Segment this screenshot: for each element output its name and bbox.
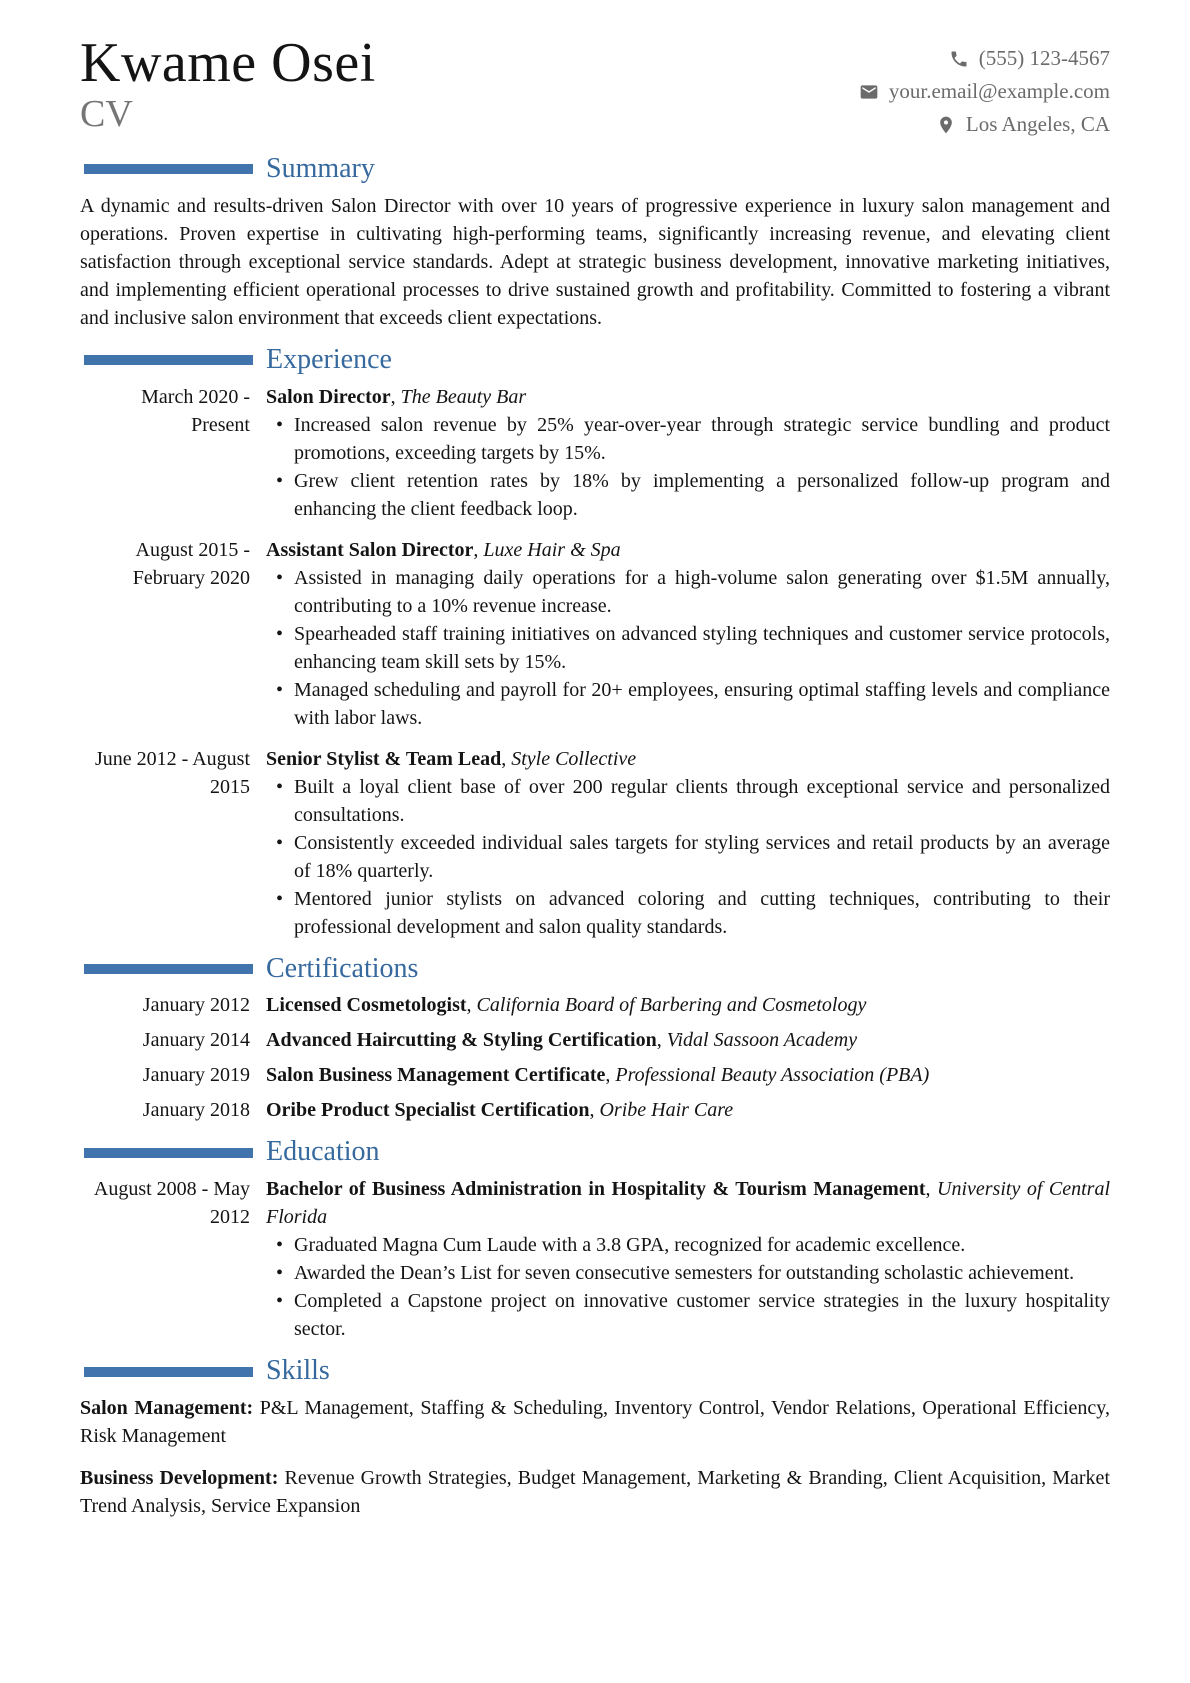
phone-icon xyxy=(949,49,969,69)
bullet-item: • Built a loyal client base of over 200 regular clients through exceptional service and personalized consultations. xyxy=(266,773,1110,829)
cv-label: CV xyxy=(80,92,133,135)
entry-date: June 2012 - August 2015 xyxy=(95,747,250,798)
entry-headline xyxy=(266,1175,1110,1231)
entry-date: January 2012 xyxy=(142,994,250,1017)
experience-entry xyxy=(80,745,1110,941)
separator: , xyxy=(925,1178,938,1201)
email-icon xyxy=(859,82,879,102)
contact-phone: (555) 123-4567 xyxy=(978,46,1110,70)
entry-date: January 2014 xyxy=(142,1029,250,1052)
bullet-item: • Awarded the Dean’s List for seven consecutive semesters for outstanding scholastic achievement. xyxy=(266,1259,1110,1287)
skill-item xyxy=(80,1394,1110,1450)
entry-headline xyxy=(266,383,1110,411)
position-title: Salon Director xyxy=(266,385,391,408)
entry-headline xyxy=(266,1026,1110,1054)
location-pin-icon xyxy=(936,115,956,135)
identity-block xyxy=(80,34,376,136)
entry-body xyxy=(266,383,1110,523)
entry-bullets xyxy=(266,773,1110,941)
section-experience xyxy=(80,345,1110,941)
section-bar xyxy=(84,164,253,174)
section-title-summary: Summary xyxy=(266,153,375,184)
certification-entry xyxy=(80,1026,1110,1054)
bullet-item: • Graduated Magna Cum Laude with a 3.8 GPA, recognized for academic excellence. xyxy=(266,1231,1110,1259)
position-title: Assistant Salon Director xyxy=(266,538,474,561)
separator: , xyxy=(605,1064,616,1087)
entry-body xyxy=(266,536,1110,732)
separator: , xyxy=(501,747,512,770)
section-bar xyxy=(84,1148,253,1158)
company-name: Style Collective xyxy=(511,747,637,770)
section-bar xyxy=(84,355,253,365)
contact-phone-row xyxy=(859,42,1110,75)
experience-entry xyxy=(80,536,1110,732)
separator: , xyxy=(466,994,477,1017)
entry-body xyxy=(266,1175,1110,1343)
contact-location-row xyxy=(859,108,1110,141)
header xyxy=(80,34,1110,141)
section-header-experience xyxy=(80,345,1110,376)
separator: , xyxy=(390,385,401,408)
bullet-item: • Consistently exceeded individual sales targets for styling services and retail products by an average of 18% quarterly. xyxy=(266,829,1110,885)
company-name: The Beauty Bar xyxy=(400,385,527,408)
certification-name: Oribe Product Specialist Certification xyxy=(266,1099,590,1122)
bullet-item: • Increased salon revenue by 25% year-over-year through strategic service bundling and product promotions, exceeding targets by 15%. xyxy=(266,411,1110,467)
section-certifications xyxy=(80,954,1110,1125)
entry-date: January 2019 xyxy=(142,1064,250,1087)
section-title-certifications: Certifications xyxy=(266,952,419,984)
entry-headline xyxy=(266,745,1110,773)
contact-email: your.email@example.com xyxy=(888,79,1110,103)
entry-bullets xyxy=(266,411,1110,523)
section-header-skills xyxy=(80,1356,1110,1387)
bullet-item: • Assisted in managing daily operations for a high-volume salon generating over $1.5M annually, contributing to a 10% revenue increase. xyxy=(266,564,1110,620)
degree-name: Bachelor of Business Administration in Hospitality & Tourism Management xyxy=(266,1178,926,1201)
summary-text: A dynamic and results-driven Salon Director with over 10 years of progressive experience in luxury salon management and operations. Proven expertise in cultivating high-performing teams, significantly increasing revenue, and elevating client satisfaction through exceptional service standards. Adept at strategic business development, innovative marketing initiatives, and implementing efficient operational processes to drive sustained growth and profitability. Committed to fostering a vibrant and inclusive salon environment that exceeds client expectations. xyxy=(80,194,1110,329)
contact-email-row xyxy=(859,75,1110,108)
school-name: University of Central Florida xyxy=(266,1178,1111,1229)
entry-bullets xyxy=(266,564,1110,732)
section-title-education: Education xyxy=(266,1136,380,1168)
skill-list: Revenue Growth Strategies, Budget Management, Marketing & Branding, Client Acquisition, Market Trend Analysis, Service Expansion xyxy=(80,1466,1110,1517)
certification-entry xyxy=(80,991,1110,1019)
entry-date: August 2008 - May 2012 xyxy=(93,1178,250,1229)
bullet-item: • Completed a Capstone project on innovative customer service strategies in the luxury hospitality sector. xyxy=(266,1287,1110,1343)
contact-location: Los Angeles, CA xyxy=(965,112,1110,136)
experience-entry xyxy=(80,383,1110,523)
skill-list: P&L Management, Staffing & Scheduling, Inventory Control, Vendor Relations, Operational Efficiency, Risk Management xyxy=(80,1396,1110,1447)
skill-category-label: Business Development: xyxy=(80,1466,285,1489)
certification-issuer: Oribe Hair Care xyxy=(599,1099,734,1122)
skill-item xyxy=(80,1464,1110,1520)
section-title-skills: Skills xyxy=(266,1355,330,1387)
section-skills xyxy=(80,1356,1110,1520)
certification-issuer: California Board of Barbering and Cosmetology xyxy=(476,994,867,1017)
entry-bullets xyxy=(266,1231,1110,1343)
section-summary xyxy=(80,154,1110,332)
certification-entry xyxy=(80,1061,1110,1089)
bullet-item: • Spearheaded staff training initiatives on advanced styling techniques and customer service protocols, enhancing team skill sets by 15%. xyxy=(266,620,1110,676)
entry-date: March 2020 - Present xyxy=(141,385,250,436)
certification-issuer: Vidal Sassoon Academy xyxy=(666,1029,858,1052)
education-entry xyxy=(80,1175,1110,1343)
section-header-certifications xyxy=(80,954,1110,985)
skill-category-label: Salon Management: xyxy=(80,1396,260,1419)
entry-headline xyxy=(266,1061,1110,1089)
entry-headline xyxy=(266,536,1110,564)
entry-headline xyxy=(266,1096,1110,1124)
entry-body xyxy=(266,745,1110,941)
section-title-experience: Experience xyxy=(266,343,392,375)
entry-date: January 2018 xyxy=(142,1099,250,1122)
section-bar xyxy=(84,1367,253,1377)
certification-issuer: Professional Beauty Association (PBA) xyxy=(615,1064,930,1087)
separator: , xyxy=(589,1099,600,1122)
entry-headline xyxy=(266,991,1110,1019)
section-header-summary xyxy=(80,154,1110,185)
separator: , xyxy=(656,1029,667,1052)
certification-name: Salon Business Management Certificate xyxy=(266,1064,606,1087)
person-name: Kwame Osei xyxy=(80,32,376,94)
company-name: Luxe Hair & Spa xyxy=(483,538,621,561)
section-header-education xyxy=(80,1137,1110,1168)
bullet-item: • Mentored junior stylists on advanced coloring and cutting techniques, contributing to their professional development and salon quality standards. xyxy=(266,885,1110,941)
certification-name: Advanced Haircutting & Styling Certification xyxy=(266,1029,657,1052)
separator: , xyxy=(473,538,484,561)
certification-entry xyxy=(80,1096,1110,1124)
position-title: Senior Stylist & Team Lead xyxy=(266,747,502,770)
bullet-item: • Grew client retention rates by 18% by implementing a personalized follow-up program and enhancing the client feedback loop. xyxy=(266,467,1110,523)
section-education xyxy=(80,1137,1110,1343)
certification-name: Licensed Cosmetologist xyxy=(266,994,467,1017)
entry-date: August 2015 - February 2020 xyxy=(132,538,250,589)
section-bar xyxy=(84,964,253,974)
contact-info xyxy=(859,42,1110,141)
bullet-item: • Managed scheduling and payroll for 20+ employees, ensuring optimal staffing levels and compliance with labor laws. xyxy=(266,676,1110,732)
